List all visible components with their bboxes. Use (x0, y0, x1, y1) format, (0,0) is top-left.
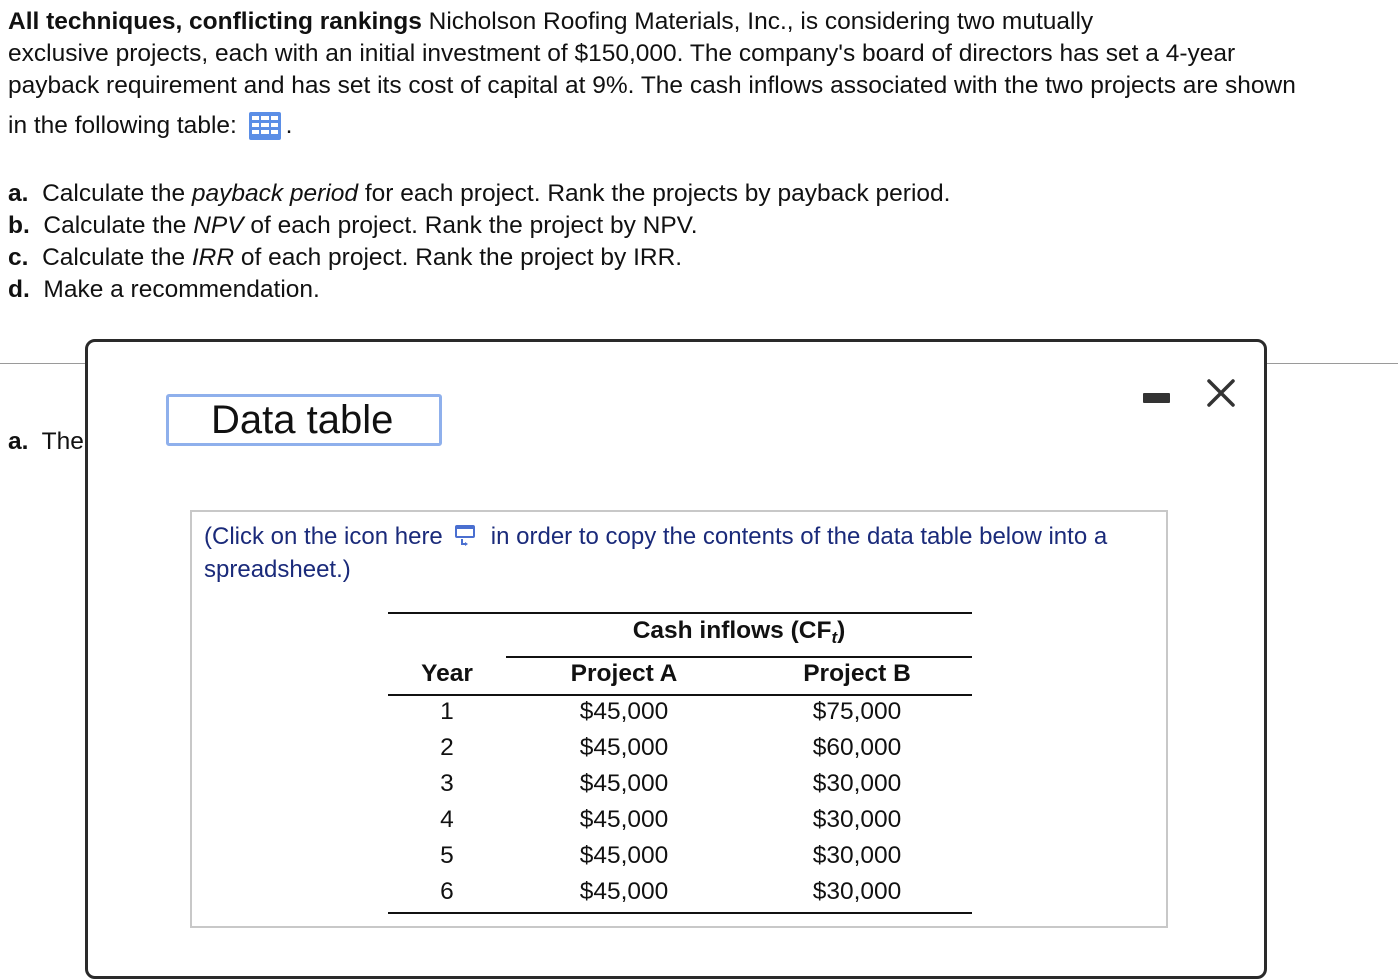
problem-text-line3: payback requirement and has set its cost of capital at 9%. The cash inflows associated with the two projects are shown (8, 72, 1296, 99)
part-d: d. Make a recommendation. (8, 276, 320, 303)
project-a-header: Project A (570, 660, 678, 687)
data-table-dialog (85, 339, 1267, 979)
group-header: Cash inflows $(CF_t)$ (632, 617, 846, 647)
problem-text-line4: in the following table: (8, 112, 237, 139)
part-c: c. Calculate the IRR of each project. Rank the project by IRR. (8, 244, 683, 271)
answer-a-partial: a. The (8, 428, 84, 455)
problem-text-line4-end: . (285, 112, 293, 139)
copy-to-spreadsheet-icon[interactable] (453, 522, 479, 548)
table-bottom-rule (388, 912, 972, 914)
data-table-panel: (Click on the icon here in order to copy the contents of the data table below into a spreadsheet.) Cash inflows $(CF_t)$ Year Project A Project B 1 $45,000 $75,000 2 $45,000 $60,000 3 $45,000 $30,000 4 $45,000 $30,000 5 $45,000 $30,000 6 $45,000 $30,000 (190, 510, 1168, 928)
problem-text-line1: Nicholson Roofing Materials, Inc., is considering two mutually (421, 8, 1094, 35)
problem-title: All techniques, conflicting rankings (8, 8, 422, 35)
year-header: Year (421, 660, 473, 687)
problem-text-line2: exclusive projects, each with an initial investment of $150,000. The company's board of directors has set a 4-year (8, 40, 1236, 67)
question-parts (8, 178, 950, 306)
part-a: a. Calculate the payback period for each project. Rank the projects by payback period. (8, 180, 951, 207)
group-header-rule (506, 656, 972, 658)
minimize-icon[interactable] (1143, 393, 1170, 403)
table-top-rule (388, 612, 972, 614)
project-b-header: Project B (803, 660, 911, 687)
header-rule (388, 694, 972, 696)
table-grid-icon[interactable] (248, 111, 282, 141)
copy-instruction: (Click on the icon here in order to copy the contents of the data table below into a spreadsheet.) (204, 523, 1108, 583)
problem-statement (8, 6, 1393, 142)
part-b: b. Calculate the NPV of each project. Rank the project by NPV. (8, 212, 698, 239)
close-icon[interactable] (1204, 376, 1238, 410)
dialog-title: Data table (166, 394, 442, 446)
